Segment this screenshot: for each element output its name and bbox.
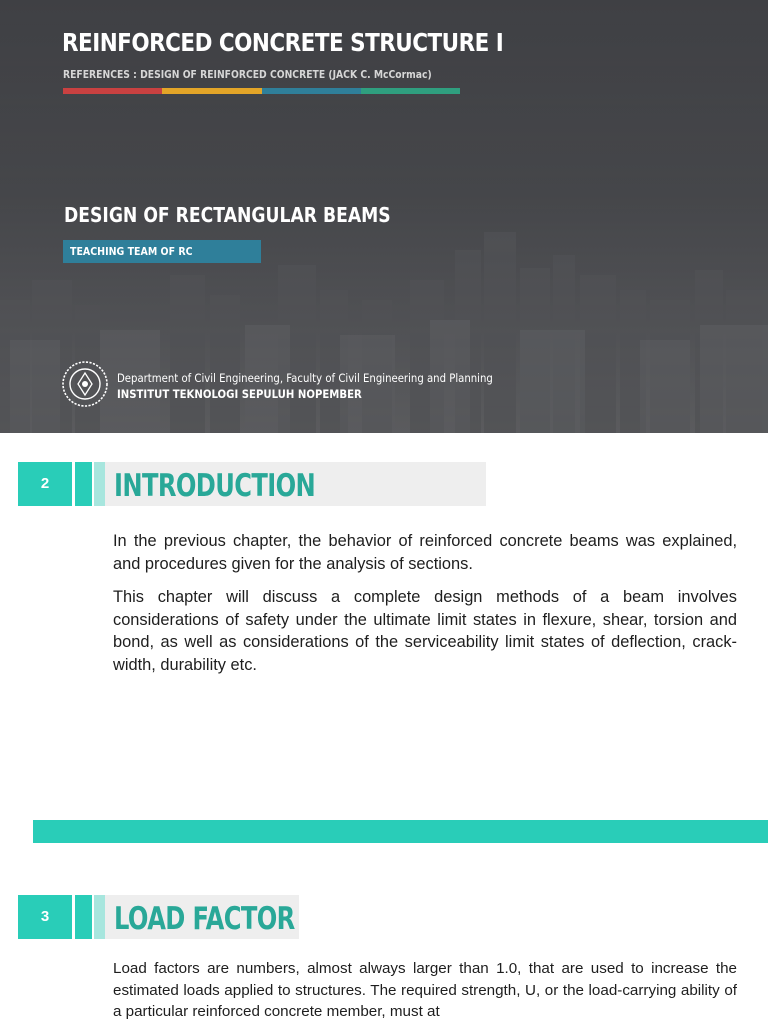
introduction-header	[0, 462, 486, 506]
institute-name: INSTITUT TEKNOLOGI SEPULUH NOPEMBER	[117, 387, 362, 401]
load-factor-title: LOAD FACTOR	[114, 901, 295, 937]
title-slide	[0, 0, 768, 433]
header-accent-strip	[75, 462, 92, 506]
header-accent-strip-light	[94, 895, 105, 939]
header-accent-strip	[75, 895, 92, 939]
slide-number: 2	[18, 462, 72, 506]
load-factor-header	[0, 895, 299, 939]
slide-divider-bar	[33, 820, 768, 843]
load-factor-paragraph: Load factors are numbers, almost always larger than 1.0, that are used to increase the estimated loads applied to structures. The required strength, U, or the load-carrying ability of a particular reinforced concrete member, must at	[113, 960, 737, 1020]
references-line: REFERENCES : DESIGN OF REINFORCED CONCRETE (JACK C. McCormac)	[63, 69, 432, 81]
introduction-paragraph: In the previous chapter, the behavior of reinforced concrete beams was explained, and procedures given for the analysis of sections.	[113, 532, 737, 573]
color-stripe-red	[63, 88, 162, 94]
color-stripe-yellow	[162, 88, 261, 94]
color-stripe-blue	[262, 88, 361, 94]
teaching-team-label: TEACHING TEAM OF RC	[70, 245, 193, 258]
teaching-team-badge	[63, 240, 261, 263]
introduction-paragraph: This chapter will discuss a complete design methods of a beam involves considerations of safety under the ultimate limit states in flexure, shear, torsion and bond, as well as considerations of the serviceability limit states of deflection, crack-width, durability etc.	[113, 588, 737, 674]
its-logo-icon	[61, 360, 109, 408]
introduction-title: INTRODUCTION	[114, 468, 316, 504]
slide-subtitle: DESIGN OF RECTANGULAR BEAMS	[64, 203, 391, 227]
slide-number: 3	[18, 895, 72, 939]
color-stripe-bar	[63, 88, 460, 94]
department-text: Department of Civil Engineering, Faculty of Civil Engineering and Planning	[117, 371, 493, 385]
color-stripe-green	[361, 88, 460, 94]
header-accent-strip-light	[94, 462, 105, 506]
course-title: REINFORCED CONCRETE STRUCTURE I	[62, 28, 504, 57]
